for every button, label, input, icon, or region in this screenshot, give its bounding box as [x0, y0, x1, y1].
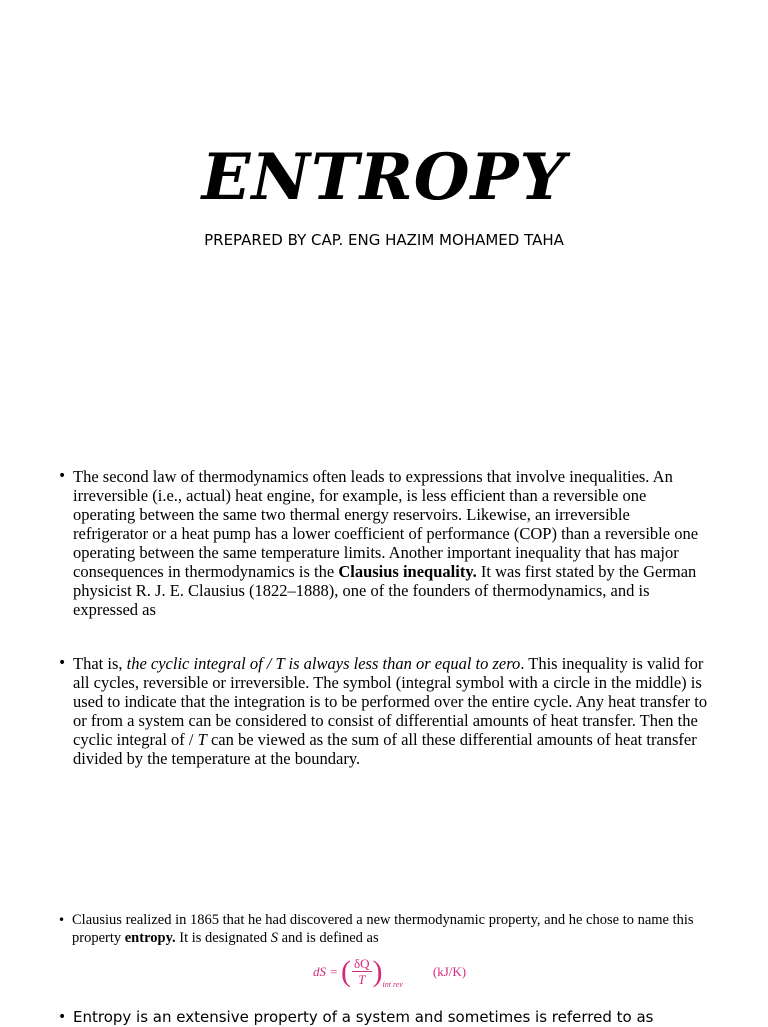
text-run: It is designated — [175, 929, 271, 946]
formula-lhs: dS = — [313, 963, 339, 979]
entropy-formula — [313, 956, 466, 987]
text-run: can be viewed as the sum of all these differential amounts of heat transfer divided by the temperature at the boundary. — [73, 730, 697, 768]
italic-phrase: the cyclic integral of / T is always less than or equal to zero — [126, 654, 521, 673]
formula-units: (kJ/K) — [432, 963, 467, 979]
formula-subscript: int rev — [382, 980, 403, 989]
paragraph-cyclic-integral — [58, 654, 708, 768]
paragraph-clausius-intro — [58, 467, 708, 619]
paragraph-text — [73, 654, 708, 768]
italic-symbol: T — [197, 730, 207, 749]
text-run: That is, — [73, 654, 127, 673]
text-run: Clausius realized in 1865 that he had discovered a new thermodynamic property, and he chose to name this property — [72, 912, 694, 946]
bullet-icon: • — [58, 468, 67, 484]
slide-subtitle: PREPARED BY CAP. ENG HAZIM MOHAMED TAHA — [204, 231, 564, 249]
paragraph-entropy-definition — [58, 912, 708, 947]
text-run: and is defined as — [277, 929, 379, 946]
bullet-icon: • — [58, 1009, 67, 1025]
text-run: . This inequality is valid for all cycles, reversible or irreversible. The symbol (integral symbol with a circle in the middle) is used to indicate that the integration is to be performed over the entire cycle. Any heat transfer to or from a system can be considered to consist of differential amounts of heat transfer. Then the cyclic integral of / — [73, 654, 708, 749]
formula-denominator: T — [358, 972, 366, 987]
formula-fraction — [352, 956, 372, 987]
formula-open-paren: ( — [341, 954, 352, 988]
formula-numerator: δQ — [354, 956, 370, 971]
bullet-icon: • — [58, 913, 66, 927]
paragraph-text: Entropy is an extensive property of a system and sometimes is referred to as — [73, 1008, 654, 1026]
bold-term: entropy. — [124, 929, 176, 946]
italic-symbol: S — [270, 929, 278, 946]
paragraph-text — [72, 912, 708, 947]
bold-term: Clausius inequality. — [338, 562, 477, 581]
bullet-icon: • — [58, 655, 67, 671]
slide-title: ENTROPY — [201, 140, 567, 215]
formula-close-paren: ) — [372, 954, 383, 988]
text-run: The second law of thermodynamics often leads to expressions that involve inequalities. An irreversible (i.e., actual) heat engine, for example, is less efficient than a reversible one operating between the same two thermal energy reservoirs. Likewise, an irreversible refrigerator or a heat pump has a lower coefficient of performance (COP) than a reversible one operating between the same temperature limits. Another important inequality that has major consequences in thermodynamics is the — [73, 467, 699, 581]
paragraph-extensive-property — [58, 1008, 758, 1027]
text-run: It was first stated by the German physicist R. J. E. Clausius (1822–1888), one of the founders of thermodynamics, and is expressed as — [73, 562, 697, 619]
paragraph-text — [73, 467, 708, 619]
